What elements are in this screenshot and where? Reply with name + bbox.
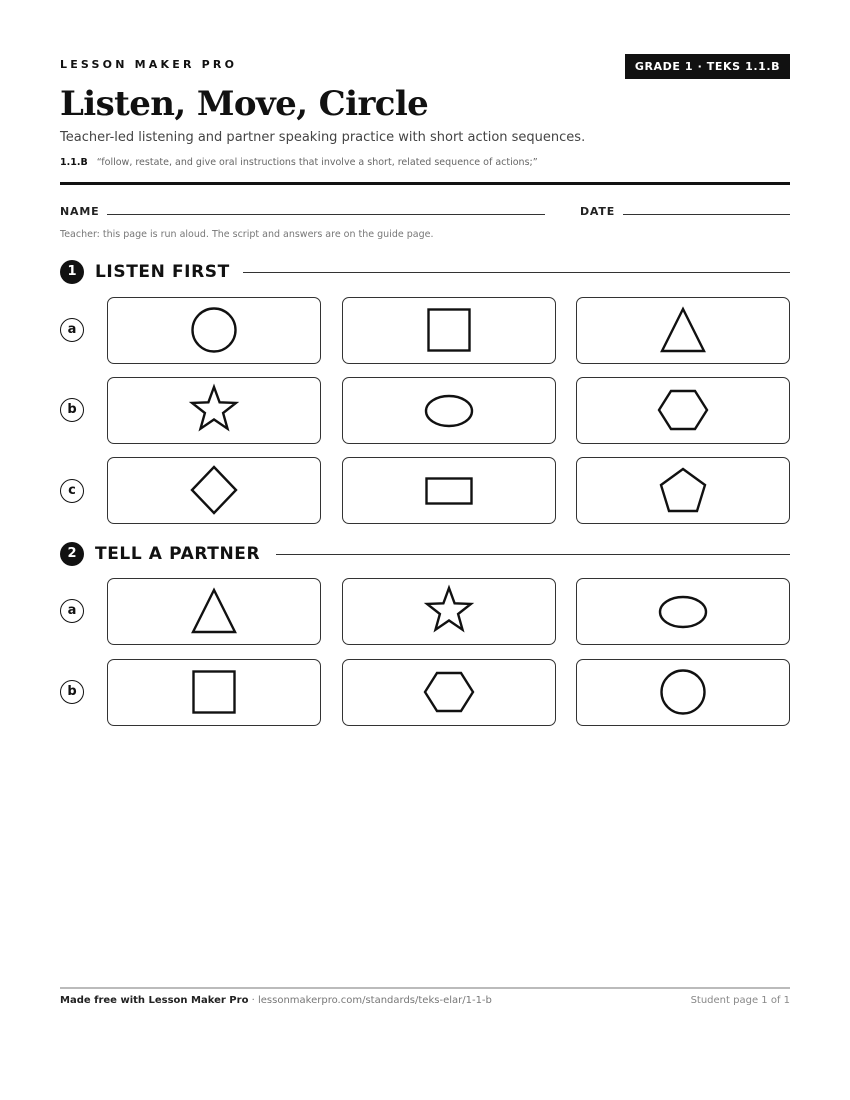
- shape-card[interactable]: [576, 377, 790, 444]
- brand-name: LESSON MAKER PRO: [60, 58, 238, 71]
- row-label-b: b: [60, 680, 84, 704]
- shape-card[interactable]: [107, 457, 321, 524]
- hexagon-icon: [343, 660, 555, 725]
- shape-card[interactable]: [107, 578, 321, 645]
- page-title: Listen, Move, Circle: [60, 84, 429, 124]
- standard-text: “follow, restate, and give oral instructions that involve a short, related sequence of actions;”: [96, 157, 538, 168]
- star-icon: [108, 378, 320, 443]
- footer-url[interactable]: lessonmakerpro.com/standards/teks-elar/1-1-b: [257, 995, 492, 1006]
- section-title: LISTEN FIRST: [95, 262, 230, 282]
- shape-card[interactable]: [342, 659, 556, 726]
- standard-line: [60, 157, 538, 168]
- name-label: NAME: [60, 205, 100, 218]
- circle-icon: [108, 298, 320, 363]
- shape-card[interactable]: [342, 377, 556, 444]
- circle-icon: [577, 660, 789, 725]
- shape-card[interactable]: [342, 457, 556, 524]
- hexagon-icon: [577, 378, 789, 443]
- star-icon: [343, 579, 555, 644]
- section-tell-a-partner: [60, 541, 790, 567]
- standard-code: 1.1.B: [60, 157, 88, 168]
- date-label: DATE: [580, 205, 616, 218]
- footer-credit: [60, 995, 492, 1006]
- section-number-badge: 2: [60, 542, 84, 566]
- shape-card[interactable]: [576, 659, 790, 726]
- grade-standard-badge: GRADE 1 · TEKS 1.1.B: [625, 54, 790, 79]
- rectangle-icon: [343, 458, 555, 523]
- triangle-icon: [577, 298, 789, 363]
- square-icon: [108, 660, 320, 725]
- oval-icon: [343, 378, 555, 443]
- pentagon-icon: [577, 458, 789, 523]
- footer-page-number: Student page 1 of 1: [690, 995, 790, 1006]
- date-field[interactable]: [623, 214, 790, 215]
- shape-card[interactable]: [342, 578, 556, 645]
- section-rule: [276, 554, 790, 555]
- diamond-icon: [108, 458, 320, 523]
- section-listen-first: [60, 259, 790, 285]
- row-label-a: a: [60, 599, 84, 623]
- shape-card[interactable]: [576, 457, 790, 524]
- oval-icon: [577, 579, 789, 644]
- shape-card[interactable]: [342, 297, 556, 364]
- triangle-icon: [108, 579, 320, 644]
- footer-separator: ·: [251, 995, 258, 1006]
- footer-divider: [60, 987, 790, 989]
- section-rule: [243, 272, 790, 273]
- shape-card[interactable]: [576, 578, 790, 645]
- name-field[interactable]: [107, 214, 545, 215]
- shape-card[interactable]: [107, 659, 321, 726]
- square-icon: [343, 298, 555, 363]
- shape-card[interactable]: [576, 297, 790, 364]
- header-divider: [60, 182, 790, 185]
- row-label-c: c: [60, 479, 84, 503]
- row-label-b: b: [60, 398, 84, 422]
- footer-made-with: Made free with Lesson Maker Pro: [60, 995, 249, 1006]
- teacher-note: Teacher: this page is run aloud. The script and answers are on the guide page.: [60, 229, 434, 240]
- row-label-a: a: [60, 318, 84, 342]
- section-title: TELL A PARTNER: [95, 544, 261, 564]
- shape-card[interactable]: [107, 377, 321, 444]
- section-number-badge: 1: [60, 260, 84, 284]
- shape-card[interactable]: [107, 297, 321, 364]
- page-subtitle: Teacher-led listening and partner speaking practice with short action sequences.: [60, 130, 586, 145]
